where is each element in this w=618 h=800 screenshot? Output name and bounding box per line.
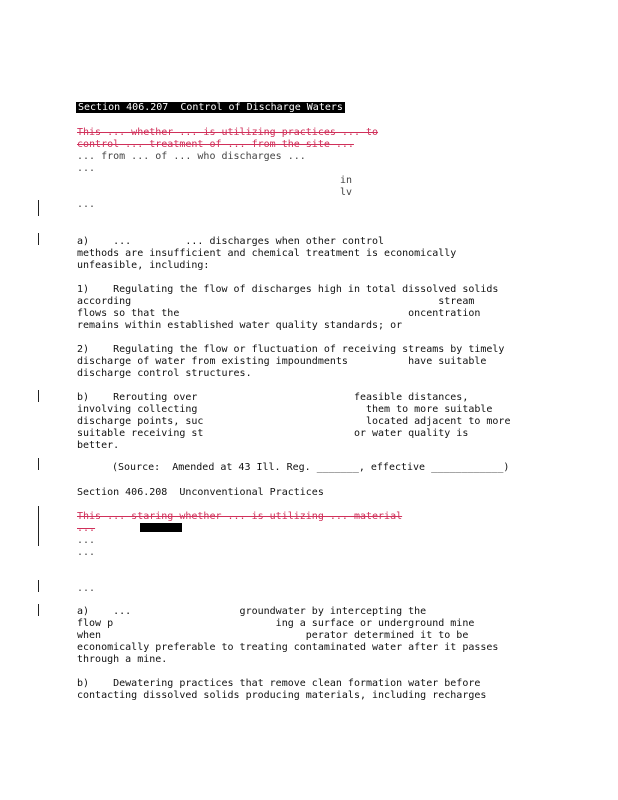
section-406-207-heading: Section 406.207 Control of Discharge Waters <box>78 102 343 113</box>
intro-line: ... <box>77 523 96 534</box>
intro-line: This ... whether ... is utilizing practices ... to <box>77 127 379 138</box>
paragraph-line: according stream <box>77 296 475 307</box>
intro-line: in <box>340 175 353 186</box>
paragraph-line: 2) Regulating the flow or fluctuation of receiving streams by timely <box>77 344 505 355</box>
paragraph-line: methods are insufficient and chemical treatment is economically <box>77 248 457 259</box>
paragraph-line: suitable receiving st or water quality is <box>77 428 469 439</box>
paragraph-line: b) Dewatering practices that remove clean formation water before <box>77 678 481 689</box>
paragraph-line: flows so that the oncentration <box>77 308 481 319</box>
paragraph-line: a) ... groundwater by intercepting the <box>77 606 427 617</box>
source-note: (Source: Amended at 43 Ill. Reg. _______, effective ____________) <box>112 462 510 473</box>
redaction-box <box>140 523 182 532</box>
intro-line: ... <box>77 535 96 546</box>
change-bar <box>38 390 39 402</box>
change-bar <box>38 604 39 616</box>
paragraph-line: better. <box>77 440 120 451</box>
paragraph-line: contacting dissolved solids producing materials, including recharges <box>77 690 487 701</box>
paragraph-line: when perator determined it to be <box>77 630 469 641</box>
intro-line: ... <box>77 547 96 558</box>
paragraph-line: discharge points, suc located adjacent to more <box>77 416 511 427</box>
paragraph-line: discharge of water from existing impoundments have suitable <box>77 356 487 367</box>
intro-line: ... <box>77 199 96 210</box>
paragraph-line: discharge control structures. <box>77 368 252 379</box>
change-bar <box>38 458 39 470</box>
paragraph-line: economically preferable to treating contaminated water after it passes <box>77 642 499 653</box>
intro-line: This ... staring whether ... is utilizing ... material <box>77 511 403 522</box>
paragraph-line: unfeasible, including: <box>77 260 210 271</box>
paragraph-line: through a mine. <box>77 654 168 665</box>
paragraph-line: remains within established water quality standards; or <box>77 320 403 331</box>
intro-line: ... <box>77 163 96 174</box>
intro-line: ... from ... of ... who discharges ... <box>77 151 306 162</box>
change-bar <box>38 580 39 592</box>
note-line: ... <box>77 583 96 594</box>
paragraph-line: 1) Regulating the flow of discharges high in total dissolved solids <box>77 284 499 295</box>
section-406-208-heading: Section 406.208 Unconventional Practices <box>77 487 324 498</box>
change-bar <box>38 200 39 216</box>
change-bar <box>38 233 39 245</box>
change-bar <box>38 506 39 546</box>
intro-line: lv <box>340 187 353 198</box>
paragraph-line: b) Rerouting over feasible distances, <box>77 392 469 403</box>
intro-line: control ... treatment of ... from the site ... <box>77 139 354 150</box>
paragraph-line: a) ... ... discharges when other control <box>77 236 385 247</box>
paragraph-line: flow p ing a surface or underground mine <box>77 618 475 629</box>
paragraph-line: involving collecting them to more suitable <box>77 404 493 415</box>
